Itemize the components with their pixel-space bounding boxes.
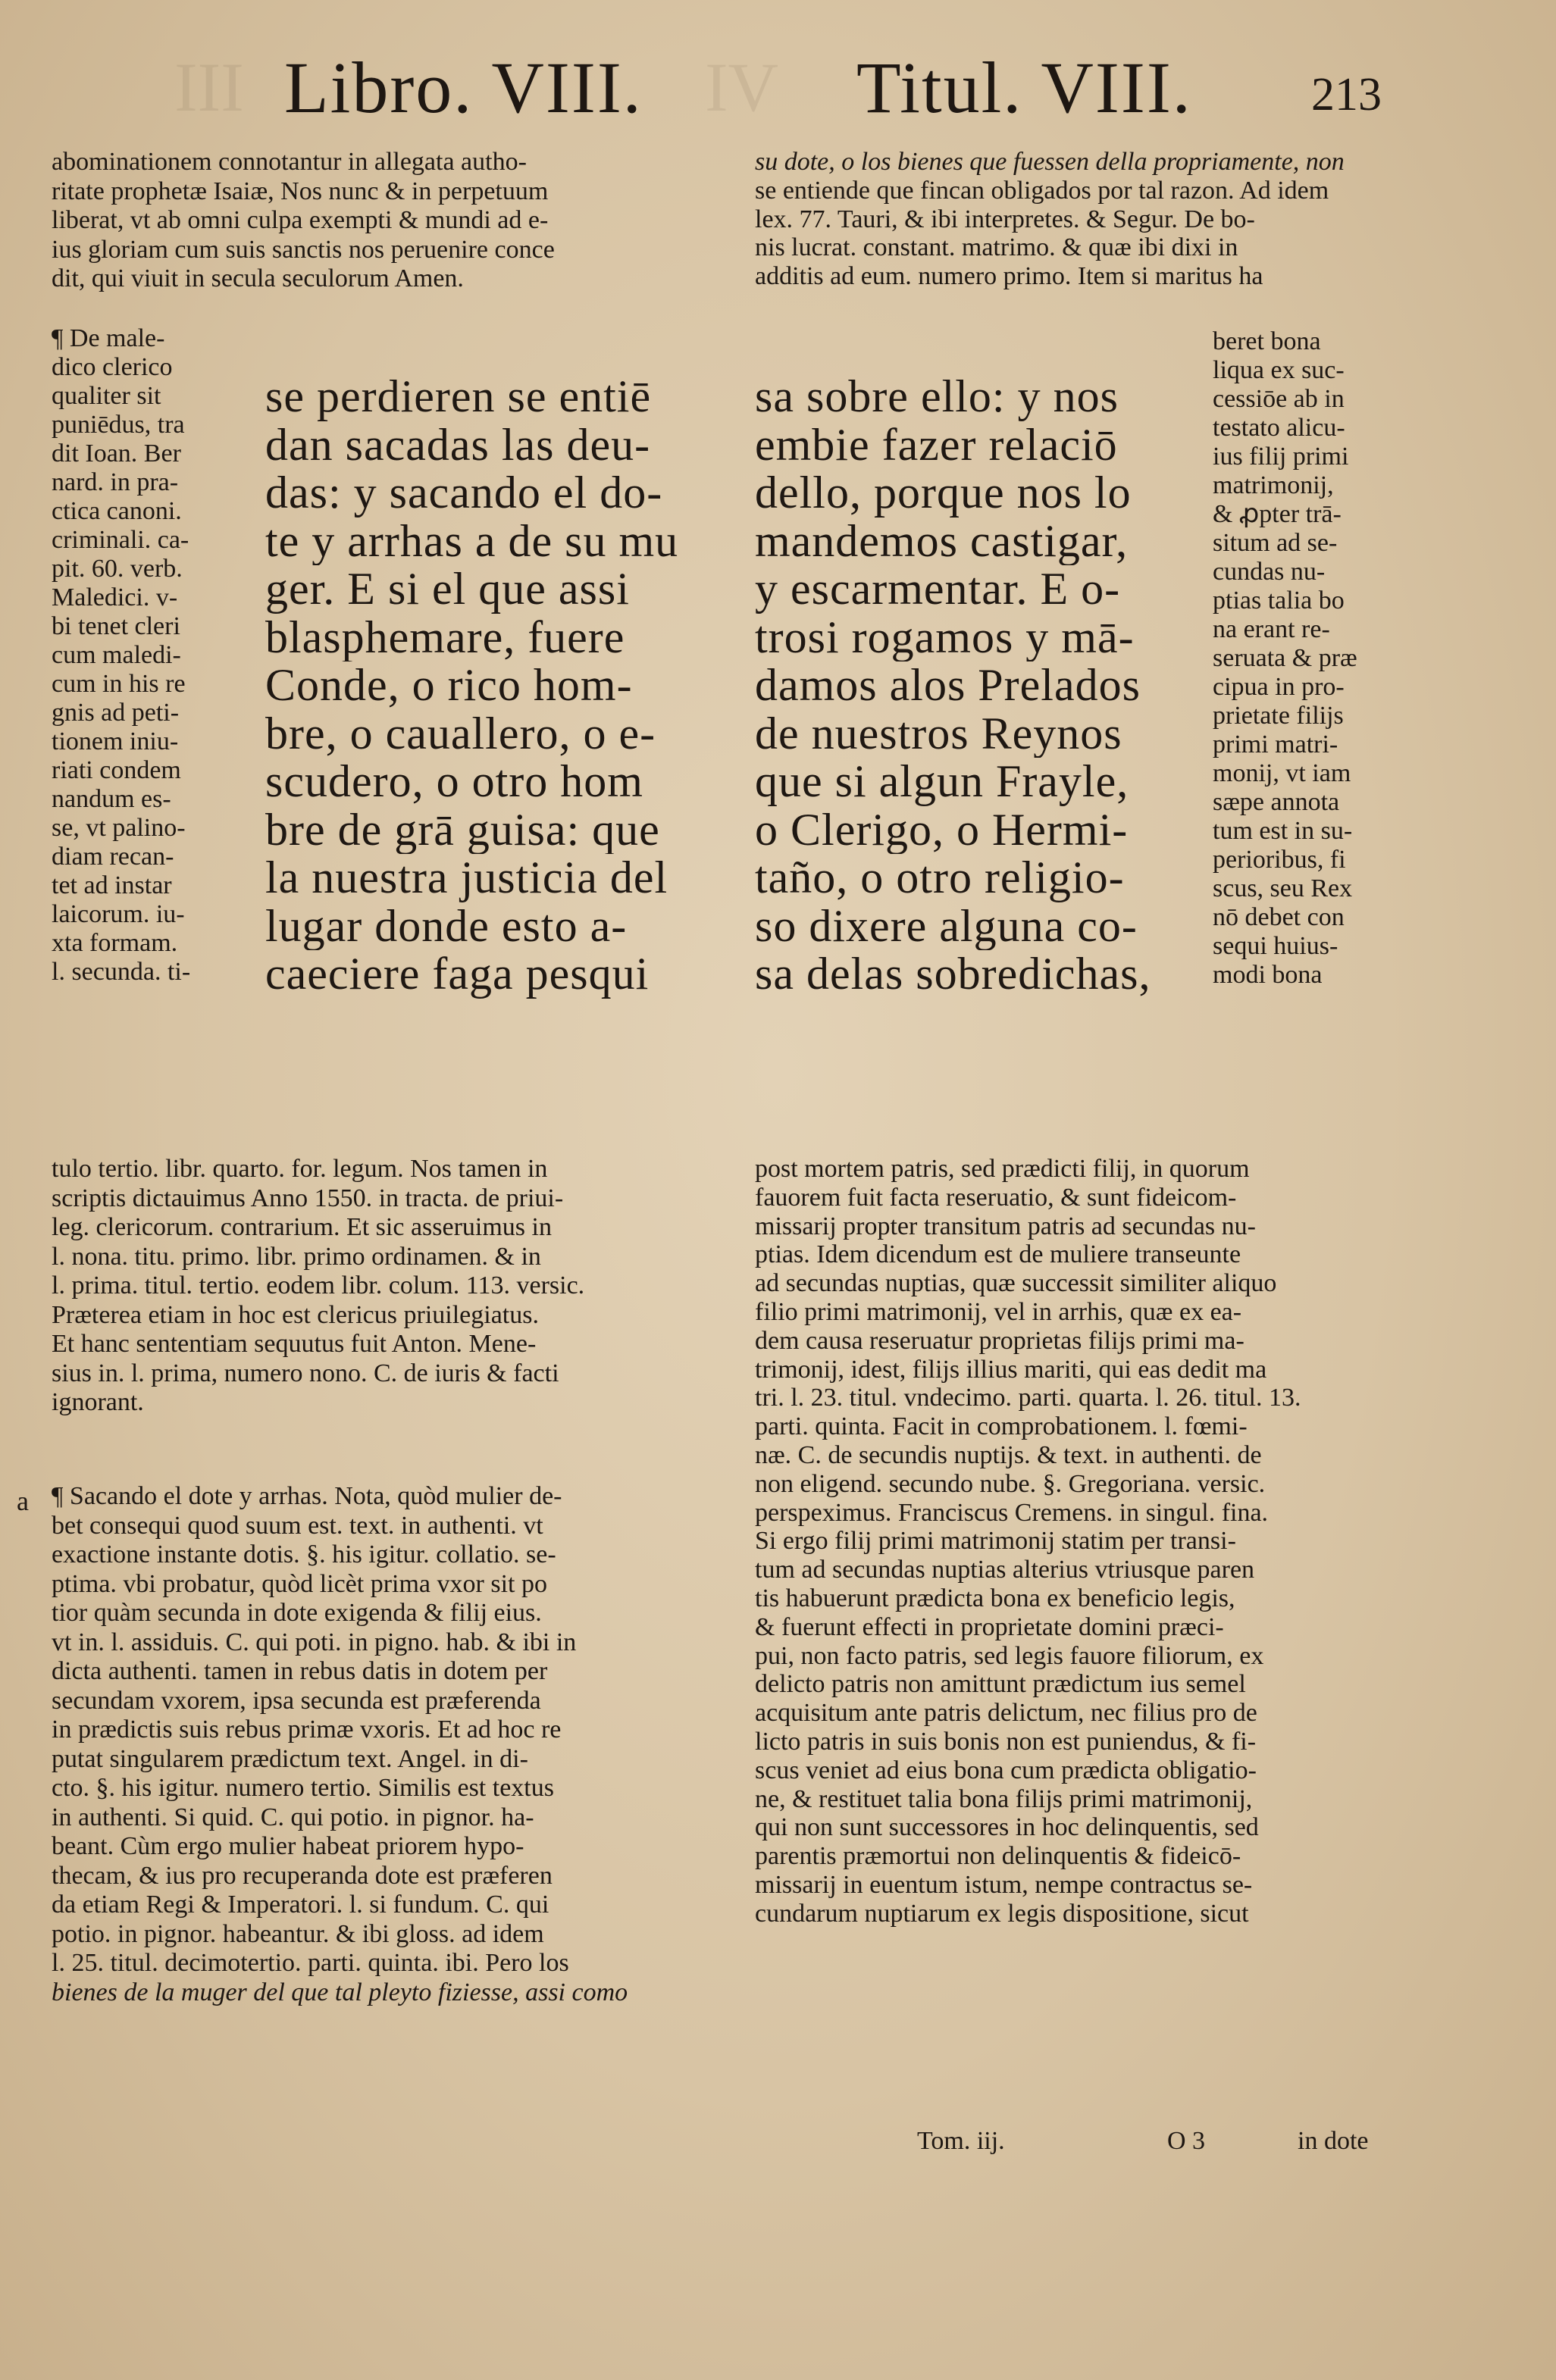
gloss-line: criminali. ca- <box>52 526 189 554</box>
text-line: dit, qui viuit in secula seculorum Amen. <box>52 264 464 292</box>
text-line: potio. in pignor. habeantur. & ibi gloss. ad idem <box>52 1919 544 1948</box>
gloss-line: sæpe annota <box>1213 788 1340 816</box>
gloss-line: monij, vt iam <box>1213 759 1351 787</box>
text-line: filio primi matrimonij, vel in arrhis, quæ ex ea- <box>755 1297 1242 1326</box>
main-text-line: so dixere alguna co- <box>755 902 1138 950</box>
text-line: missarij in euentum istum, nempe contractus se- <box>755 1870 1253 1899</box>
text-line: thecam, & ius pro recuperanda dote est præferen <box>52 1861 553 1890</box>
text-line: ptima. vbi probatur, quòd licèt prima vxor sit po <box>52 1569 547 1598</box>
text-line: cundarum nuptiarum ex legis dispositione, sicut <box>755 1899 1249 1928</box>
left-continuation-text <box>52 1155 696 1418</box>
gloss-line: dit Ioan. Ber <box>52 439 181 468</box>
folio-number: 213 <box>1311 69 1382 120</box>
text-line: in authenti. Si quid. C. qui potio. in pignor. ha- <box>52 1803 534 1831</box>
gloss-line: ptias talia bo <box>1213 586 1345 615</box>
main-text-line: lugar donde esto a- <box>265 902 628 950</box>
gloss-line: laicorum. iu- <box>52 900 185 928</box>
gloss-line: tet ad instar <box>52 871 172 899</box>
text-line: non eligend. secundo nube. §. Gregoriana. versic. <box>755 1469 1266 1498</box>
gloss-line: perioribus, fi <box>1213 846 1346 874</box>
gloss-line: qualiter sit <box>52 382 161 410</box>
gloss-line: modi bona <box>1213 961 1323 989</box>
text-line: in prædictis suis rebus primæ vxoris. Et ad hoc re <box>52 1715 562 1744</box>
text-line: & fuerunt effecti in proprietate domini præci- <box>755 1612 1224 1641</box>
show-through-ghost: IV <box>705 48 779 126</box>
text-line: additis ad eum. numero primo. Item si maritus ha <box>755 262 1263 291</box>
text-line: trimonij, idest, filijs illius mariti, qui eas dedit ma <box>755 1355 1267 1384</box>
show-through-ghost: III <box>174 48 244 126</box>
gloss-line: cipua in pro- <box>1213 673 1345 701</box>
text-line: tri. l. 23. titul. vndecimo. parti. quarta. l. 26. titul. 13. <box>755 1384 1301 1412</box>
main-text-line: o Clerigo, o Hermi- <box>755 805 1129 854</box>
text-line: ne, & restituet talia bona filijs primi matrimonij, <box>755 1784 1253 1813</box>
text-line: ptias. Idem dicendum est de muliere transeunte <box>755 1240 1241 1269</box>
header-titul: Titul. VIII. <box>856 47 1192 128</box>
right-top-text <box>755 148 1407 291</box>
footer-signature: O 3 <box>1167 2127 1206 2155</box>
text-line: fauorem fuit facta reseruatio, & sunt fideicom- <box>755 1183 1237 1212</box>
text-line: l. nona. titu. primo. libr. primo ordinamen. & in <box>52 1242 541 1271</box>
left-annotation-a <box>52 1482 696 2007</box>
right-margin-gloss <box>1213 327 1410 990</box>
text-line: sius in. l. prima, numero nono. C. de iuris & facti <box>52 1359 559 1387</box>
right-main-text <box>755 373 1187 999</box>
text-line: delicto patris non amittunt prædictum ius semel <box>755 1670 1246 1699</box>
text-line: scus veniet ad eius bona cum prædicta obligatio- <box>755 1756 1257 1784</box>
text-line: liberat, vt ab omni culpa exempti & mundi ad e- <box>52 206 549 234</box>
gloss-line: diam recan- <box>52 843 174 871</box>
text-line: l. 25. titul. decimotertio. parti. quinta. ibi. Pero los <box>52 1949 569 1977</box>
text-line: cto. §. his igitur. numero tertio. Similis est textus <box>52 1774 554 1802</box>
main-text-line: das: y sacando el do- <box>265 469 663 518</box>
gloss-line: ius filij primi <box>1213 443 1349 471</box>
gloss-line: & ꝓpter trā- <box>1213 500 1342 528</box>
gloss-line: nandum es- <box>52 785 171 813</box>
text-line: se entiende que fincan obligados por tal razon. Ad idem <box>755 176 1329 205</box>
main-text-line: embie fazer relaciō <box>755 421 1118 469</box>
running-header <box>0 30 1556 128</box>
gloss-line: situm ad se- <box>1213 529 1338 557</box>
gloss-line: prietate filijs <box>1213 702 1344 730</box>
text-line: missarij propter transitum patris ad secundas nu- <box>755 1212 1256 1240</box>
main-text-line: Conde, o rico hom- <box>265 661 633 710</box>
text-line: Si ergo filij primi matrimonij statim per transi- <box>755 1527 1236 1556</box>
gloss-line: ctica canoni. <box>52 497 182 525</box>
main-text-line: dello, porque nos lo <box>755 469 1132 518</box>
main-text-line: bre de grā guisa: que <box>265 805 660 854</box>
text-line: leg. clericorum. contrarium. Et sic asseruimus in <box>52 1213 552 1241</box>
main-text-line: se perdieren se entiē <box>265 373 652 421</box>
gloss-line: l. secunda. ti- <box>52 958 191 986</box>
gloss-line: dico clerico <box>52 353 173 381</box>
text-line: bet consequi quod suum est. text. in authenti. vt <box>52 1511 543 1540</box>
gloss-line: sequi huius- <box>1213 932 1338 960</box>
main-text-line: dan sacadas las deu- <box>265 421 651 469</box>
main-text-line: sa sobre ello: y nos <box>755 373 1119 421</box>
gloss-line: beret bona <box>1213 327 1321 355</box>
gloss-line: ¶ De male- <box>52 324 165 352</box>
gloss-line: testato alicu- <box>1213 414 1345 442</box>
left-top-text <box>52 148 696 294</box>
main-text-line: ger. E si el que assi <box>265 565 630 614</box>
right-continuation-text <box>755 1155 1407 1928</box>
gloss-line: tum est in su- <box>1213 817 1353 845</box>
text-line: tis habuerunt prædicta bona ex beneficio legis, <box>755 1584 1235 1612</box>
gloss-line: seruata & præ <box>1213 644 1357 672</box>
main-text-line: que si algun Frayle, <box>755 758 1129 806</box>
main-text-line: sa delas sobredichas, <box>755 950 1151 999</box>
text-line: ritate prophetæ Isaiæ, Nos nunc & in perpetuum <box>52 177 549 205</box>
gloss-line: bi tenet cleri <box>52 612 180 640</box>
main-text-line: scudero, o otro hom <box>265 758 643 806</box>
text-line: ad secundas nuptias, quæ successit similiter aliquo <box>755 1269 1277 1298</box>
text-line: ius gloriam cum suis sanctis nos peruenire conce <box>52 235 555 264</box>
gloss-line: se, vt palino- <box>52 814 186 842</box>
text-line: Præterea etiam in hoc est clericus priuilegiatus. <box>52 1300 539 1329</box>
main-text-line: trosi rogamos y mā- <box>755 613 1135 661</box>
text-line: post mortem patris, sed prædicti filij, in quorum <box>755 1155 1250 1183</box>
gloss-line: tionem iniu- <box>52 727 179 755</box>
gloss-line: pit. 60. verb. <box>52 555 183 583</box>
text-line: dem causa reseruatur proprietas filijs primi ma- <box>755 1326 1244 1355</box>
gloss-line: liqua ex suc- <box>1213 356 1345 384</box>
text-line: ¶ Sacando el dote y arrhas. Nota, quòd mulier de- <box>52 1482 562 1510</box>
main-text-line: te y arrhas a de su mu <box>265 517 679 565</box>
text-line: næ. C. de secundis nuptijs. & text. in authenti. de <box>755 1440 1262 1469</box>
text-line: acquisitum ante patris delictum, nec filius pro de <box>755 1699 1257 1728</box>
gloss-line: nard. in pra- <box>52 468 179 496</box>
text-line: secundam vxorem, ipsa secunda est præferenda <box>52 1686 541 1715</box>
gloss-line: scus, seu Rex <box>1213 874 1353 902</box>
gloss-line: cum maledi- <box>52 641 181 669</box>
text-line: parti. quinta. Facit in comprobationem. l. fœmi- <box>755 1412 1248 1441</box>
text-line: nis lucrat. constant. matrimo. & quæ ibi dixi in <box>755 233 1238 262</box>
main-text-line: taño, o otro religio- <box>755 854 1125 902</box>
footer-volume: Tom. iij. <box>917 2127 1005 2155</box>
footer-catchword: in dote <box>1298 2127 1369 2155</box>
main-text-line: de nuestros Reynos <box>755 709 1122 758</box>
text-line: tum ad secundas nuptias alterius vtriusque paren <box>755 1556 1255 1584</box>
text-line: scriptis dictauimus Anno 1550. in tracta. de priui- <box>52 1184 564 1212</box>
gloss-line: Maledici. v- <box>52 583 178 611</box>
gloss-line: puniēdus, tra <box>52 411 185 439</box>
text-line: licto patris in suis bonis non est puniendus, & fi- <box>755 1727 1257 1756</box>
text-line: lex. 77. Tauri, & ibi interpretes. & Segur. De bo- <box>755 205 1255 233</box>
main-text-line: mandemos castigar, <box>755 517 1129 565</box>
header-libro: Libro. VIII. <box>284 47 643 128</box>
gloss-line: cessiōe ab in <box>1213 385 1345 413</box>
gloss-line: matrimonij, <box>1213 471 1334 499</box>
note-marker: a <box>17 1486 29 1516</box>
text-line: putat singularem prædictum text. Angel. in di- <box>52 1744 528 1773</box>
main-text-line: caeciere faga pesqui <box>265 950 650 999</box>
main-text-line: y escarmentar. E o- <box>755 565 1121 614</box>
text-line: pui, non facto patris, sed legis fauore filiorum, ex <box>755 1641 1264 1670</box>
text-line: su dote, o los bienes que fuessen della propriamente, non <box>755 148 1345 176</box>
text-line: perspeximus. Franciscus Cremens. in singul. fina. <box>755 1498 1269 1527</box>
main-text-line: blasphemare, fuere <box>265 613 625 661</box>
text-line: Et hanc sententiam sequutus fuit Anton. Mene- <box>52 1330 537 1358</box>
text-line: exactione instante dotis. §. his igitur. collatio. se- <box>52 1540 556 1568</box>
main-text-line: la nuestra justicia del <box>265 854 668 902</box>
main-text-line: bre, o cauallero, o e- <box>265 709 656 758</box>
text-line: da etiam Regi & Imperatori. l. si fundum. C. qui <box>52 1891 549 1919</box>
gloss-line: nō debet con <box>1213 903 1345 931</box>
main-text-line: damos alos Prelados <box>755 661 1141 710</box>
text-line: qui non sunt successores in hoc delinquentis, sed <box>755 1813 1259 1842</box>
text-line: tior quàm secunda in dote exigenda & filij eius. <box>52 1599 542 1627</box>
gloss-line: riati condem <box>52 756 181 784</box>
left-margin-gloss <box>52 324 233 987</box>
gloss-line: cum in his re <box>52 670 186 698</box>
text-line: abominationem connotantur in allegata autho- <box>52 148 527 176</box>
gloss-line: cundas nu- <box>1213 558 1326 586</box>
text-line: bienes de la muger del que tal pleyto fiziesse, assi como <box>52 1978 628 2006</box>
text-line: parentis præmortui non delinquentis & fideicō- <box>755 1842 1241 1871</box>
gloss-line: na erant re- <box>1213 615 1330 643</box>
text-line: dicta authenti. tamen in rebus datis in dotem per <box>52 1657 548 1685</box>
gloss-line: gnis ad peti- <box>52 699 180 727</box>
text-line: ignorant. <box>52 1388 144 1416</box>
text-line: l. prima. titul. tertio. eodem libr. colum. 113. versic. <box>52 1271 585 1299</box>
gloss-line: primi matri- <box>1213 730 1338 758</box>
left-main-text <box>265 373 697 999</box>
text-line: tulo tertio. libr. quarto. for. legum. Nos tamen in <box>52 1155 548 1183</box>
gloss-line: xta formam. <box>52 929 178 957</box>
text-line: beant. Cùm ergo mulier habeat priorem hypo- <box>52 1832 524 1860</box>
text-line: vt in. l. assiduis. C. qui poti. in pigno. hab. & ibi in <box>52 1628 577 1656</box>
